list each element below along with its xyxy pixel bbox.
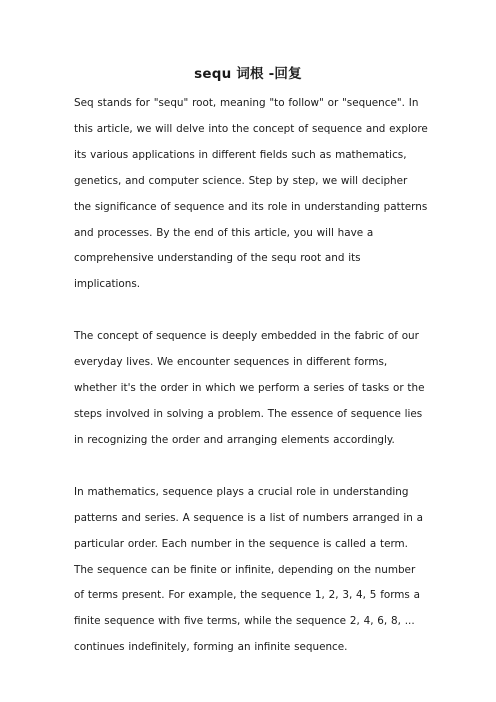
paragraph-1: Seq stands for "sequ" root, meaning "to follow" or "sequence". In this article, we will delve into the concept of sequence and explore its various applications in different fields such as mathematics, genetics, and computer science. Step by step, we will decipher the significance of sequence and its role in understanding patterns and processes. By the end of this article, you will have a comprehensive understanding of the sequ root and its implications. — [74, 97, 428, 291]
document-title: sequ 词根 -回复 — [194, 66, 302, 82]
document-body — [74, 91, 428, 687]
paragraph-3: In mathematics, sequence plays a crucial role in understanding patterns and series. A sequence is a list of numbers arranged in a particular order. Each number in the sequence is called a term. The sequence can be finite or infinite, depending on the number of terms present. For example, the sequence 1, 2, 3, 4, 5 forms a finite sequence with five terms, while the sequence 2, 4, 6, 8, ... continues indefinitely, forming an infinite sequence. — [74, 485, 424, 654]
paragraph-2: The concept of sequence is deeply embedded in the fabric of our everyday lives. We encounter sequences in different forms, whether it's the order in which we perform a series of tasks or the steps involved in solving a problem. The essence of sequence lies in recognizing the order and arranging elements accordingly. — [74, 330, 425, 446]
